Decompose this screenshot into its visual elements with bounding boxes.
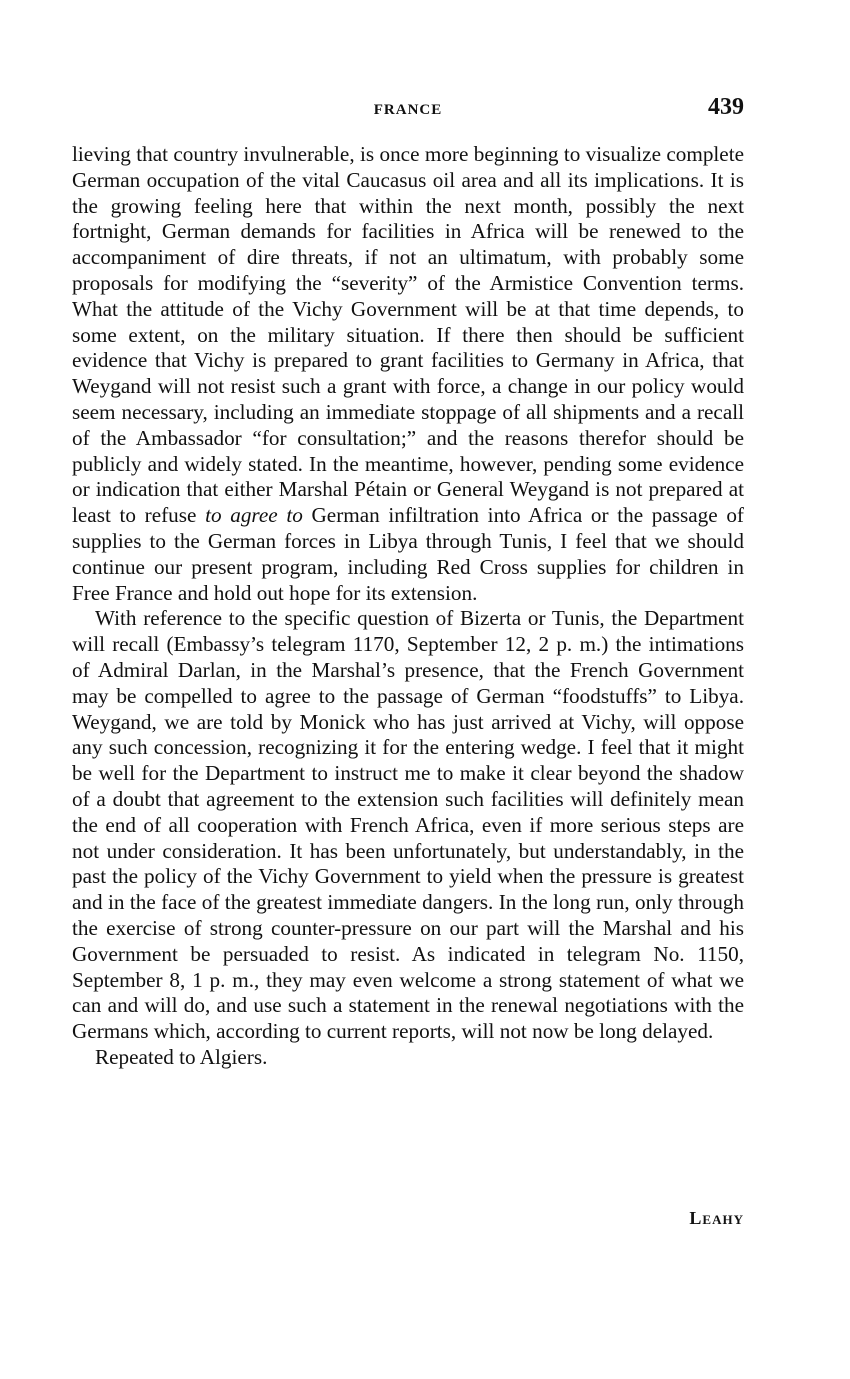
- italic-phrase: to agree to: [205, 503, 303, 528]
- paragraph-repeated: Repeated to Algiers.: [95, 1044, 268, 1069]
- paragraph-text-segment: lieving that country invulnerable, is once more beginning to visualize complete German occupation of the vital Caucasus oil area and all its implications. It is the growing feeling here that within the next month, possibly the next fortnight, German demands for facilities in Africa will be renewed to the accompaniment of dire threats, if not an ultimatum, with probably some proposals for modifying the “severity” of the Armistice Convention terms. What the attitude of the Vichy Government will be at that time depends, to some extent, on the military situation. If there then should be sufficient evidence that Vichy is prepared to grant facilities to Germany in Africa, that Weygand will not resist such a grant with force, a change in our policy would seem necessary, including an immediate stoppage of all shipments and a recall of the Ambassador “for consultation;” and the reasons therefor should be publicly and widely stated. In the meantime, however, pending some evidence or indication that either Marshal Pétain or General Weygand is not prepared at least to refuse: [72, 142, 744, 528]
- paragraph-continued: [72, 142, 744, 606]
- paragraph-text-segment: German infiltration into Africa or the passage of supplies to the German forces in Libya through Tunis, I feel that we should continue our present program, including Red Cross supplies for children in Free France and hold out hope for its extension.: [72, 503, 744, 605]
- body-text: [72, 142, 744, 1071]
- signature: Leahy: [689, 1208, 744, 1228]
- running-head: [72, 94, 744, 128]
- page-number: 439: [708, 94, 744, 120]
- running-title: FRANCE: [373, 102, 443, 118]
- paragraph-bizerta-tunis: With reference to the specific question of Bizerta or Tunis, the Department will recall (Embassy’s telegram 1170, September 12, 2 p. m.) the intimations of Admiral Darlan, in the Marshal’s presence, that the French Government may be compelled to agree to the passage of German “foodstuffs” to Libya. Weygand, we are told by Monick who has just arrived at Vichy, will oppose any such concession, recognizing it for the entering wedge. I feel that it might be well for the Department to instruct me to make it clear beyond the shadow of a doubt that agreement to the extension such facilities will definitely mean the end of all cooperation with French Africa, even if more serious steps are not under consideration. It has been unfortunately, but understandably, in the past the policy of the Vichy Government to yield when the pressure is greatest and in the face of the greatest immediate dangers. In the long run, only through the exercise of strong counter-pressure on our part will the Marshal and his Government be persuaded to resist. As indicated in telegram No. 1150, September 8, 1 p. m., they may even welcome a strong statement of what we can and will do, and use such a statement in the renewal negotiations with the Germans which, according to current reports, will not now be long delayed.: [72, 606, 744, 1044]
